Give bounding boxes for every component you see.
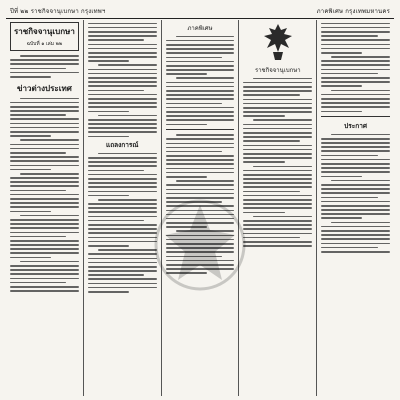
text-block (10, 55, 79, 78)
text-block (166, 134, 235, 274)
column-2 (84, 20, 162, 396)
text-block (10, 98, 79, 292)
masthead-meta: ฉบับที่ ๑ เล่ม ๒๒ (26, 41, 63, 47)
text-block (321, 23, 390, 113)
columns (6, 20, 394, 396)
running-header (6, 4, 394, 19)
section-heading: ประกาศ (344, 122, 367, 131)
text-block (88, 23, 157, 138)
column-4 (239, 20, 317, 396)
column-1 (6, 20, 84, 396)
text-block (321, 134, 390, 253)
text-block (88, 153, 157, 293)
section-heading: ราชกิจจานุเบกษา (254, 67, 301, 74)
running-header-left: ปีที่ ๒๒ ราชกิจจานุเบกษา กรุงเทพฯ (10, 8, 106, 15)
masthead-title: ราชกิจจานุเบกษา (13, 27, 75, 36)
text-block (166, 36, 235, 126)
garuda-emblem (243, 22, 312, 62)
section-heading: ข่าวต่างประเทศ (16, 83, 72, 93)
masthead (10, 22, 79, 51)
divider (166, 129, 235, 130)
text-block (243, 78, 312, 247)
divider (321, 116, 390, 117)
column-3 (162, 20, 240, 396)
running-header-right: ภาคพิเศษ กรุงเทพมหานคร (316, 8, 390, 15)
section-heading: ภาคพิเศษ (187, 25, 213, 32)
section-heading: แถลงการณ์ (106, 141, 139, 150)
column-5 (317, 20, 394, 396)
